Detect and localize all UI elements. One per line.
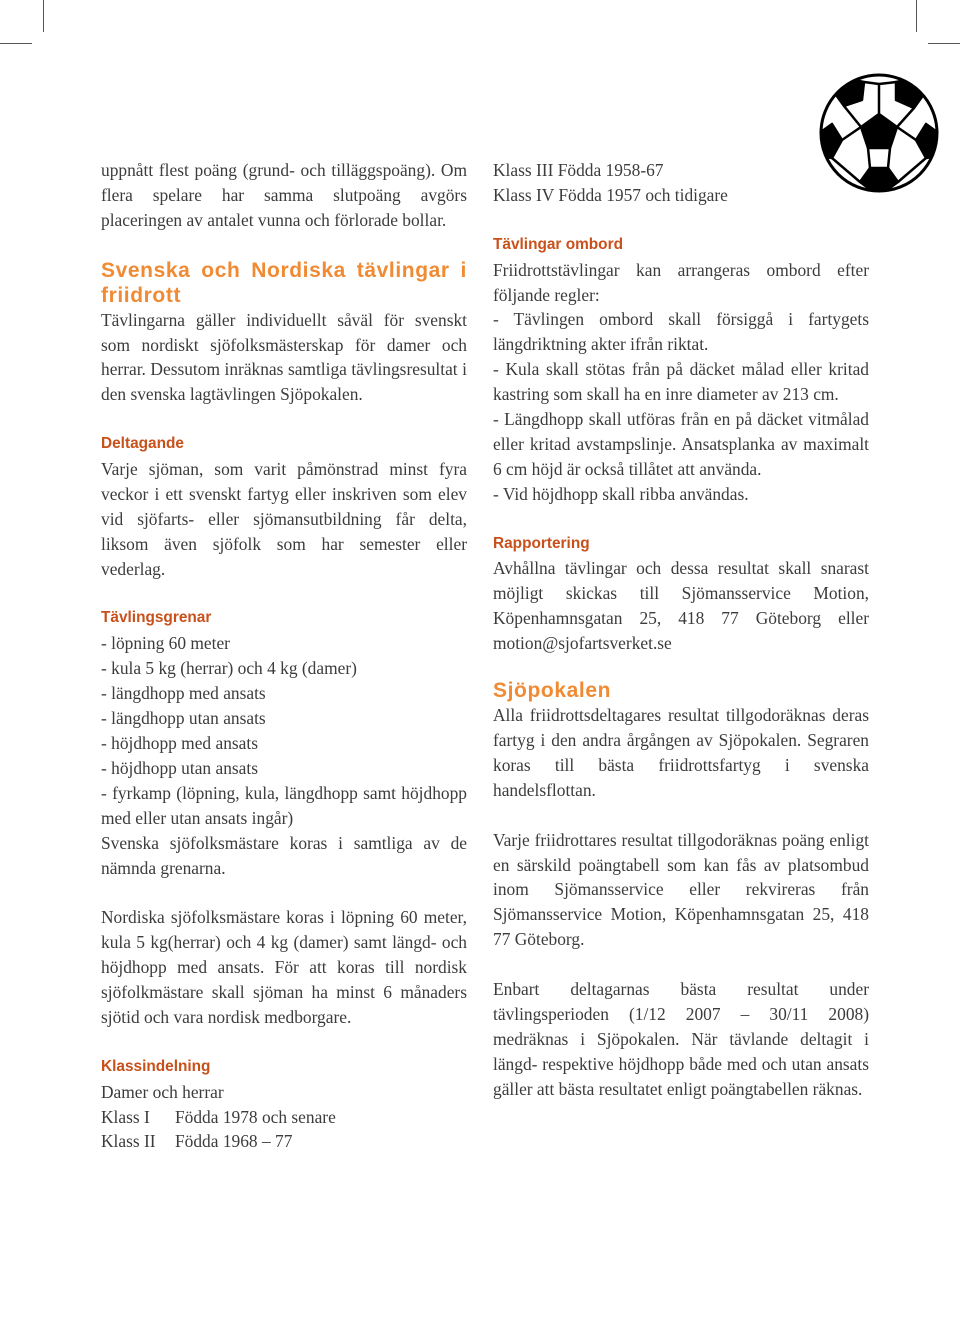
ombord-rule: - Tävlingen ombord skall försiggå i fartygets längdriktning akter ifrån riktat.	[493, 309, 869, 355]
ombord-intro: Friidrottstävlingar kan arrangeras ombord efter följande regler:	[493, 259, 869, 305]
nordiska-text: Nordiska sjöfolksmästare koras i löpning 60 meter, kula 5 kg(herrar) och 4 kg (damer) samt längd- och höjdhopp med ansats. För att koras till nordisk sjöfolkmästare skall sjöman ha minst 6 månaders sjötid och vara nordisk medborgare.	[101, 907, 467, 1027]
klass-fodda: Födda 1978 och senare	[175, 1106, 336, 1127]
sjopokalen-title: Sjöpokalen	[493, 679, 612, 703]
ombord-heading: Tävlingar ombord	[493, 235, 623, 253]
klass-label: Klass I	[101, 1106, 150, 1127]
deltagande-heading: Deltagande	[101, 435, 184, 453]
rapportering-text: Avhållna tävlingar och dessa resultat skall snarast möjligt skickas till Sjömansservice Motion, Köpenhamnsgatan 25, 418 77 Göteborg eller motion@sjofartsverket.se	[493, 558, 869, 654]
klassindelning-heading: Klassindelning	[101, 1057, 211, 1075]
crop-mark-top-right-v	[916, 0, 917, 32]
klass-line: Klass IV Födda 1957 och tidigare	[493, 184, 728, 205]
klass-row	[101, 1105, 467, 1130]
crop-mark-top-left-v	[43, 0, 44, 32]
gren-item: - längdhopp utan ansats	[101, 708, 266, 729]
grenar-after-text: Svenska sjöfolksmästare koras i samtliga av de nämnda grenarna.	[101, 832, 467, 878]
crop-mark-top-right-h	[928, 43, 960, 44]
gren-item: - längdhopp med ansats	[101, 683, 266, 704]
section-title-friidrott: Svenska och Nordiska tävlingar i friidrott	[101, 258, 467, 307]
gren-item: - höjdhopp med ansats	[101, 732, 258, 753]
gren-item: - höjdhopp utan ansats	[101, 757, 258, 778]
tavlingsgrenar-heading: Tävlingsgrenar	[101, 609, 212, 627]
klass-line: Klass III Födda 1958-67	[493, 160, 664, 180]
sjopokalen-paragraph: Enbart deltagarnas bästa resultat under tävlingsperioden (1/12 2007 – 30/11 2008) medräknas i Sjöpokalen. När tävlande deltagit i längd- respektive höjdhopp både med och utan ansats gäller att bästa resultatet enligt poängtabellen räknas.	[493, 979, 869, 1099]
sjopokalen-paragraph: Varje friidrottares resultat tillgodoräknas poäng enligt en särskild poängtabell som kan fås av platsombud inom Sjömansservice eller rekvireras från Sjömansservice Motion, Köpenhamnsgatan 25, 418 77 Göteborg.	[493, 829, 869, 950]
gren-item: - löpning 60 meter	[101, 633, 230, 654]
left-column	[101, 158, 467, 1154]
ombord-rule: - Kula skall stötas från på däcket målad eller kritad kastring som skall ha en inre diameter av 213 cm.	[493, 359, 869, 405]
right-column	[493, 158, 869, 1102]
gren-list	[101, 631, 467, 780]
klass-list-right	[493, 158, 869, 208]
section-text: Tävlingarna gäller individuellt såväl för svenskt som nordiskt sjöfolksmästerskap för damer och herrar. Dessutom inräknas samtliga tävlingsresultat i den svenska lagtävlingen Sjöpokalen.	[101, 309, 467, 405]
klass-label: Klass II	[101, 1131, 156, 1152]
gren-item-fyrkamp: - fyrkamp (löpning, kula, längdhopp samt höjdhopp med eller utan ansats ingår)	[101, 782, 467, 828]
rapportering-heading: Rapportering	[493, 534, 590, 552]
deltagande-text: Varje sjöman, som varit påmönstrad minst fyra veckor i ett svenskt fartyg eller inskriven som elev vid sjöfarts- eller sjömansutbildning får delta, liksom även sjöfolk som har semester eller vederlag.	[101, 459, 467, 579]
klass-intro: Damer och herrar	[101, 1081, 224, 1102]
klass-fodda: Födda 1968 – 77	[175, 1131, 293, 1152]
crop-mark-top-left-h	[0, 43, 32, 44]
ombord-rule: - Längdhopp skall utföras från en på däcket vitmålad eller kritad avstampslinje. Ansatsplanka av maximalt 6 cm höjd är också tillåtet att använda.	[493, 409, 869, 479]
intro-paragraph: uppnått flest poäng (grund- och tilläggspoäng). Om flera spelare har samma slutpoäng avgörs placeringen av antalet vunna och förlorade bollar.	[101, 160, 467, 230]
klass-row	[101, 1129, 467, 1154]
sjopokalen-paragraph: Alla friidrottsdeltagares resultat tillgodoräknas deras fartyg i den andra årgången av Sjöpokalen. Segraren koras till bästa friidrottsfartyg i svenska handelsflottan.	[493, 705, 869, 800]
ombord-rule: - Vid höjdhopp skall ribba användas.	[493, 483, 749, 504]
gren-item: - kula 5 kg (herrar) och 4 kg (damer)	[101, 658, 357, 679]
